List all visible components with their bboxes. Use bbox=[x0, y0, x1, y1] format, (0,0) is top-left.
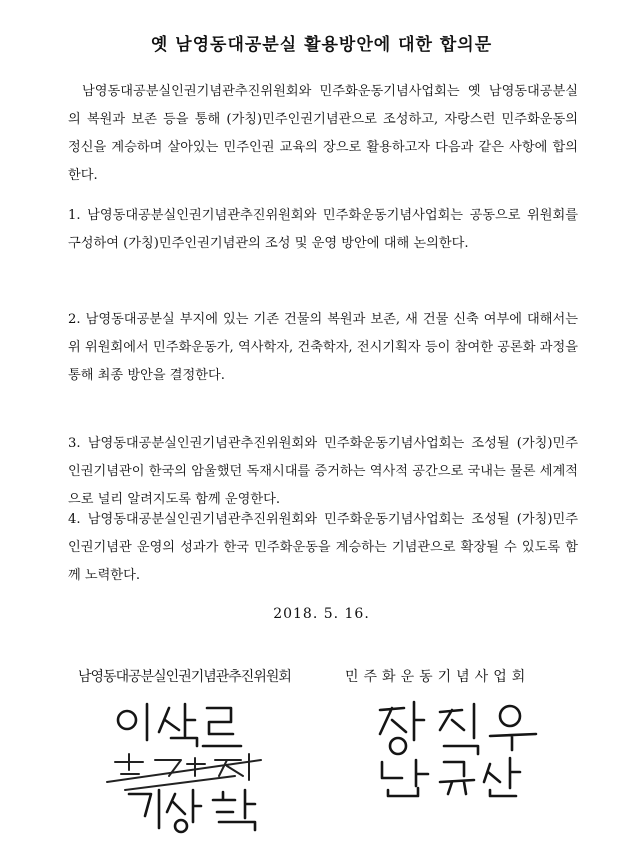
right-signature-image bbox=[340, 690, 570, 800]
signature-3 bbox=[129, 790, 255, 832]
clause-4: 4. 남영동대공분실인권기념관추진위원회와 민주화운동기념사업회는 조성될 (가칭)민주인권기념관 운영의 성과가 한국 민주화운동을 계승하는 기념관으로 확장될 수 있도록 함께 노력한다. bbox=[68, 512, 578, 583]
signature-4 bbox=[380, 702, 536, 754]
right-organization-name: 민주화운동기념사업회 bbox=[345, 669, 531, 685]
signature-5 bbox=[382, 758, 520, 796]
intro-paragraph: 남영동대공분실인권기념관추진위원회와 민주화운동기념사업회는 옛 남영동대공분실의 복원과 보존 등을 통해 (가칭)민주인권기념관으로 조성하고, 자랑스런 민주화운동의 정신을 계승하며 살아있는 민주인권 교육의 장으로 활용하고자 다음과 같은 사항에 합의한다. bbox=[68, 84, 578, 183]
clause-1: 1. 남영동대공분실인권기념관추진위원회와 민주화운동기념사업회는 공동으로 위원회를 구성하여 (가칭)민주인권기념관의 조성 및 운영 방안에 대해 논의한다. bbox=[68, 208, 578, 251]
document-title: 옛 남영동대공분실 활용방안에 대한 합의문 bbox=[150, 35, 493, 55]
left-handwritten-signatures bbox=[85, 690, 315, 840]
clause-2: 2. 남영동대공분실 부지에 있는 기존 건물의 복원과 보존, 새 건물 신축 여부에 대해서는 위 위원회에서 민주화운동가, 역사학자, 건축학자, 전시기획자 등이 참여한 공론화 과정을 통해 최종 방안을 결정한다. bbox=[68, 312, 578, 383]
signature-2-crossed bbox=[107, 754, 261, 790]
left-signature-image bbox=[85, 690, 315, 840]
agreement-date: 2018. 5. 16. bbox=[273, 606, 370, 622]
signature-1 bbox=[118, 704, 241, 746]
clause-3: 3. 남영동대공분실인권기념관추진위원회와 민주화운동기념사업회는 조성될 (가칭)민주인권기념관이 한국의 암울했던 독재시대를 증거하는 역사적 공간으로 국내는 물론 세계적으로 널리 알려지도록 함께 운영한다. bbox=[68, 436, 578, 507]
left-organization-name: 남영동대공분실인권기념관추진위원회 bbox=[78, 669, 291, 685]
right-handwritten-signatures bbox=[340, 690, 570, 800]
